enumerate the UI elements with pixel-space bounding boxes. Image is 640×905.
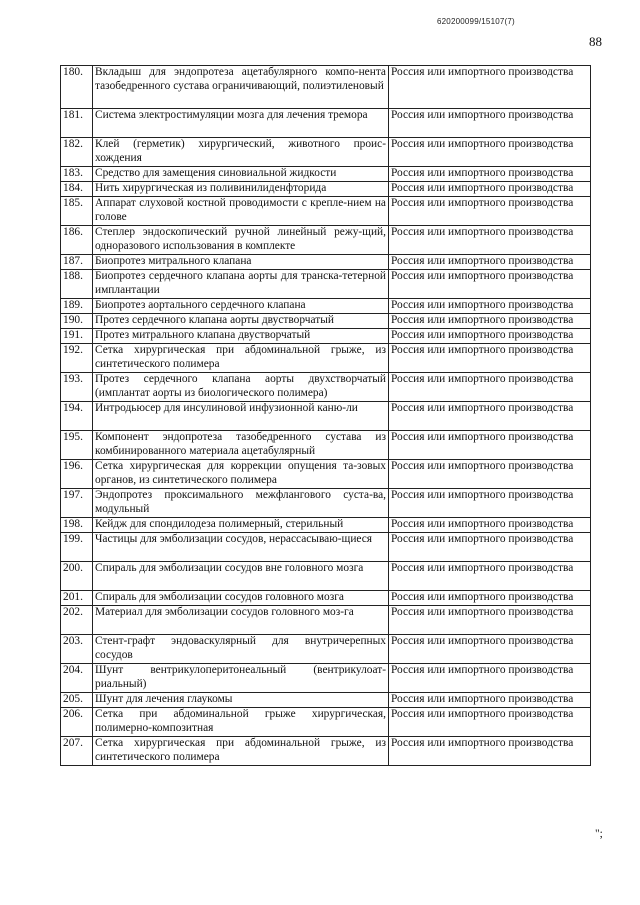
row-number: 207.	[61, 737, 93, 766]
row-number: 191.	[61, 329, 93, 344]
items-table	[60, 65, 591, 766]
table-row	[61, 489, 591, 518]
table-row	[61, 182, 591, 197]
row-number: 181.	[61, 109, 93, 138]
item-name: Интродьюсер для инсулиновой инфузионной каню-ли	[93, 402, 389, 431]
item-origin: Россия или импортного производства	[389, 255, 591, 270]
item-name: Кейдж для спондилодеза полимерный, стерильный	[93, 518, 389, 533]
item-name: Сетка при абдоминальной грыже хирургическая, полимерно-композитная	[93, 708, 389, 737]
row-number: 189.	[61, 299, 93, 314]
table-row	[61, 664, 591, 693]
table-row	[61, 344, 591, 373]
table-row	[61, 138, 591, 167]
item-name: Компонент эндопротеза тазобедренного сустава из комбинированного материала ацетабулярный	[93, 431, 389, 460]
item-origin: Россия или импортного производства	[389, 606, 591, 635]
row-number: 188.	[61, 270, 93, 299]
item-name: Материал для эмболизации сосудов головного моз-га	[93, 606, 389, 635]
row-number: 197.	[61, 489, 93, 518]
item-origin: Россия или импортного производства	[389, 329, 591, 344]
item-origin: Россия или импортного производства	[389, 299, 591, 314]
item-origin: Россия или импортного производства	[389, 693, 591, 708]
item-origin: Россия или импортного производства	[389, 664, 591, 693]
row-number: 190.	[61, 314, 93, 329]
table-row	[61, 518, 591, 533]
item-name: Сетка хирургическая при абдоминальной грыже, из синтетического полимера	[93, 737, 389, 766]
row-number: 205.	[61, 693, 93, 708]
item-name: Клей (герметик) хирургический, животного проис-хождения	[93, 138, 389, 167]
items-table-body	[61, 66, 591, 766]
table-row	[61, 329, 591, 344]
item-origin: Россия или импортного производства	[389, 708, 591, 737]
row-number: 201.	[61, 591, 93, 606]
row-number: 204.	[61, 664, 93, 693]
row-number: 185.	[61, 197, 93, 226]
row-number: 183.	[61, 167, 93, 182]
item-origin: Россия или импортного производства	[389, 373, 591, 402]
table-row	[61, 708, 591, 737]
item-origin: Россия или импортного производства	[389, 460, 591, 489]
row-number: 202.	[61, 606, 93, 635]
item-origin: Россия или импортного производства	[389, 518, 591, 533]
item-name: Степлер эндоскопический ручной линейный режу-щий, одноразового использования в комплекте	[93, 226, 389, 255]
row-number: 184.	[61, 182, 93, 197]
item-origin: Россия или импортного производства	[389, 182, 591, 197]
table-row	[61, 635, 591, 664]
item-origin: Россия или импортного производства	[389, 402, 591, 431]
item-origin: Россия или импортного производства	[389, 635, 591, 664]
row-number: 187.	[61, 255, 93, 270]
item-origin: Россия или импортного производства	[389, 431, 591, 460]
item-origin: Россия или импортного производства	[389, 591, 591, 606]
item-name: Средство для замещения синовиальной жидкости	[93, 167, 389, 182]
table-row	[61, 66, 591, 109]
item-name: Частицы для эмболизации сосудов, нерассасываю-щиеся	[93, 533, 389, 562]
item-name: Протез сердечного клапана аорты двустворчатый	[93, 314, 389, 329]
table-row	[61, 167, 591, 182]
table-row	[61, 431, 591, 460]
item-origin: Россия или импортного производства	[389, 489, 591, 518]
table-row	[61, 314, 591, 329]
item-origin: Россия или импортного производства	[389, 314, 591, 329]
row-number: 203.	[61, 635, 93, 664]
row-number: 196.	[61, 460, 93, 489]
table-row	[61, 460, 591, 489]
table-row	[61, 562, 591, 591]
item-origin: Россия или импортного производства	[389, 226, 591, 255]
item-name: Нить хирургическая из поливинилиденфторида	[93, 182, 389, 197]
item-name: Биопротез аортального сердечного клапана	[93, 299, 389, 314]
row-number: 195.	[61, 431, 93, 460]
item-origin: Россия или импортного производства	[389, 138, 591, 167]
item-origin: Россия или импортного производства	[389, 562, 591, 591]
item-origin: Россия или импортного производства	[389, 167, 591, 182]
item-origin: Россия или импортного производства	[389, 737, 591, 766]
row-number: 198.	[61, 518, 93, 533]
row-number: 199.	[61, 533, 93, 562]
page-number: 88	[589, 34, 602, 49]
item-origin: Россия или импортного производства	[389, 109, 591, 138]
row-number: 206.	[61, 708, 93, 737]
table-row	[61, 197, 591, 226]
item-origin: Россия или импортного производства	[389, 66, 591, 109]
row-number: 180.	[61, 66, 93, 109]
table-row	[61, 373, 591, 402]
item-origin: Россия или импортного производства	[389, 270, 591, 299]
item-origin: Россия или импортного производства	[389, 197, 591, 226]
item-name: Стент-графт эндоваскулярный для внутричерепных сосудов	[93, 635, 389, 664]
item-name: Эндопротез проксимального межфлангового суста-ва, модульный	[93, 489, 389, 518]
item-name: Протез сердечного клапана аорты двухстворчатый (имплантат аорты из биологического полимера)	[93, 373, 389, 402]
table-row	[61, 693, 591, 708]
row-number: 193.	[61, 373, 93, 402]
table-row	[61, 299, 591, 314]
table-row	[61, 737, 591, 766]
item-name: Сетка хирургическая для коррекции опущения та-зовых органов, из синтетического полимера	[93, 460, 389, 489]
table-row	[61, 591, 591, 606]
item-name: Спираль для эмболизации сосудов головного мозга	[93, 591, 389, 606]
item-name: Спираль для эмболизации сосудов вне головного мозга	[93, 562, 389, 591]
item-name: Система электростимуляции мозга для лечения тремора	[93, 109, 389, 138]
row-number: 186.	[61, 226, 93, 255]
table-row	[61, 270, 591, 299]
table-row	[61, 606, 591, 635]
document-id: 620200099/15107(7)	[437, 17, 515, 26]
closing-quote-mark: ";	[595, 828, 603, 840]
table-row	[61, 255, 591, 270]
item-name: Аппарат слуховой костной проводимости с крепле-нием на голове	[93, 197, 389, 226]
item-name: Шунт вентрикулоперитонеальный (вентрикулоат-риальный)	[93, 664, 389, 693]
item-name: Сетка хирургическая при абдоминальной грыже, из синтетического полимера	[93, 344, 389, 373]
item-name: Биопротез митрального клапана	[93, 255, 389, 270]
item-name: Шунт для лечения глаукомы	[93, 693, 389, 708]
item-origin: Россия или импортного производства	[389, 344, 591, 373]
table-row	[61, 109, 591, 138]
row-number: 192.	[61, 344, 93, 373]
table-row	[61, 402, 591, 431]
table-row	[61, 226, 591, 255]
item-name: Протез митрального клапана двустворчатый	[93, 329, 389, 344]
table-row	[61, 533, 591, 562]
item-origin: Россия или импортного производства	[389, 533, 591, 562]
item-name: Вкладыш для эндопротеза ацетабулярного компо-нента тазобедренного сустава ограничивающий, полиэтиленовый	[93, 66, 389, 109]
item-name: Биопротез сердечного клапана аорты для транска-тетерной имплантации	[93, 270, 389, 299]
row-number: 194.	[61, 402, 93, 431]
row-number: 182.	[61, 138, 93, 167]
row-number: 200.	[61, 562, 93, 591]
